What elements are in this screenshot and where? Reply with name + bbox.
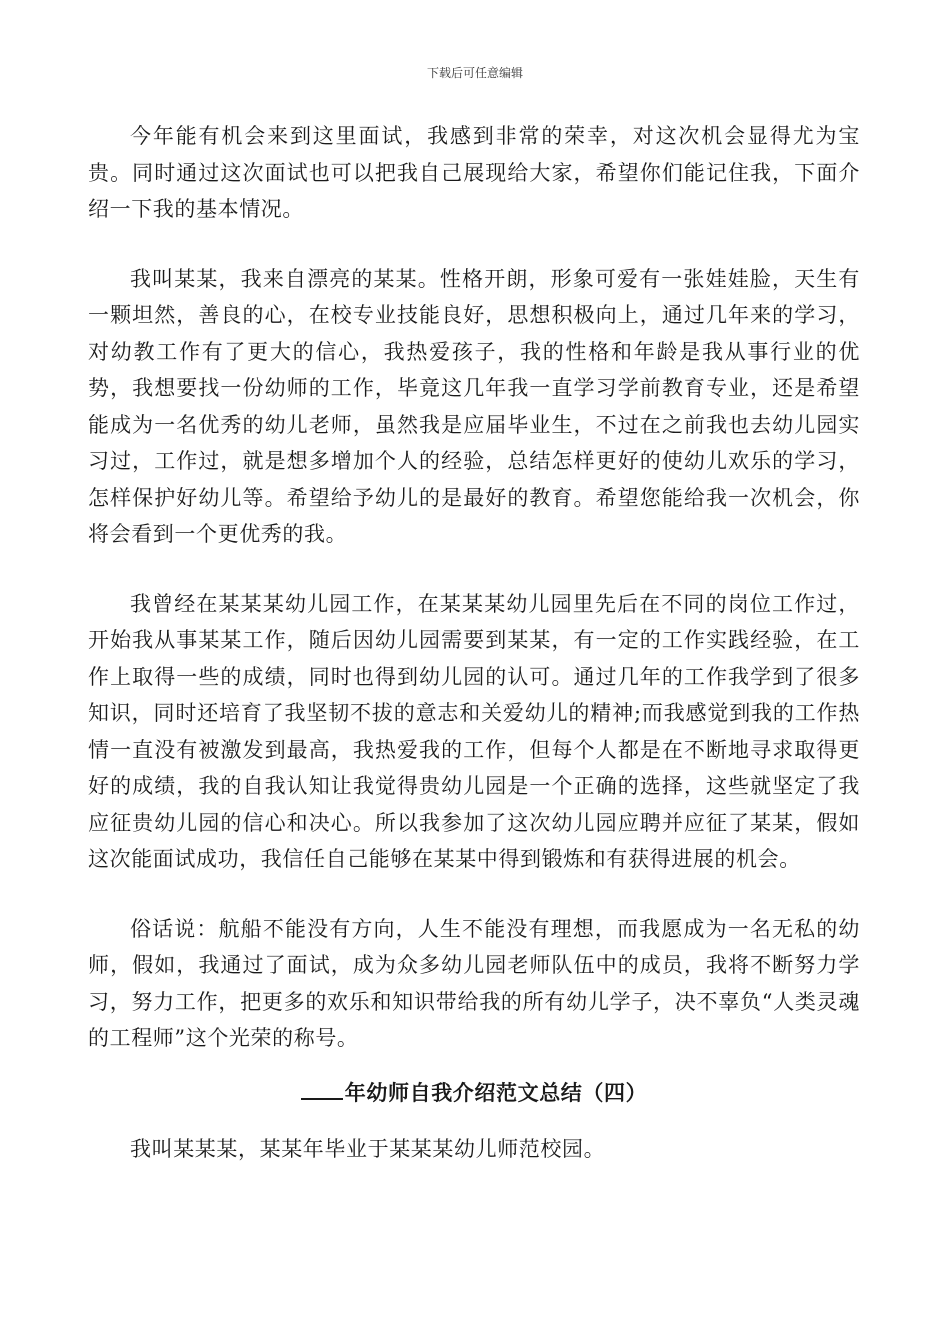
document-body [88, 118, 860, 1200]
paragraph-3: 我曾经在某某某幼儿园工作，在某某某幼儿园里先后在不同的岗位工作过，开始我从事某某工作，随后因幼儿园需要到某某，有一定的工作实践经验，在工作上取得一些的成绩，同时也得到幼儿园的认可。通过几年的工作我学到了很多知识，同时还培育了我坚韧不拔的意志和关爱幼儿的精神;而我感觉到我的工作热情一直没有被激发到最高，我热爱我的工作，但每个人都是在不断地寻求取得更好的成绩，我的自我认知让我觉得贵幼儿园是一个正确的选择，这些就坚定了我应征贵幼儿园的信心和决心。所以我参加了这次幼儿园应聘并应征了某某，假如这次能面试成功，我信任自己能够在某某中得到锻炼和有获得进展的机会。 [88, 591, 860, 871]
paragraph-4: 俗话说：航船不能没有方向，人生不能没有理想，而我愿成为一名无私的幼师，假如，我通过了面试，成为众多幼儿园老师队伍中的成员，我将不断努力学习，努力工作，把更多的欢乐和知识带给我的所有幼儿学子，决不辜负“人类灵魂的工程师”这个光荣的称号。 [88, 916, 860, 1050]
paragraph-1: 今年能有机会来到这里面试，我感到非常的荣幸，对这次机会显得尤为宝贵。同时通过这次面试也可以把我自己展现给大家，希望你们能记住我，下面介绍一下我的基本情况。 [88, 124, 860, 221]
section-heading [88, 1075, 860, 1111]
blank-underline [301, 1082, 343, 1100]
section-heading-text: 年幼师自我介绍范文总结（四） [344, 1079, 648, 1105]
paragraph-2: 我叫某某，我来自漂亮的某某。性格开朗，形象可爱有一张娃娃脸，天生有一颗坦然，善良的心，在校专业技能良好，思想积极向上，通过几年来的学习，对幼教工作有了更大的信心，我热爱孩子，我的性格和年龄是我从事行业的优势，我想要找一份幼师的工作，毕竟这几年我一直学习学前教育专业，还是希望能成为一名优秀的幼儿老师，虽然我是应届毕业生，不过在之前我也去幼儿园实习过，工作过，就是想多增加个人的经验，总结怎样更好的使幼儿欢乐的学习，怎样保护好幼儿等。希望给予幼儿的是最好的教育。希望您能给我一次机会，你将会看到一个更优秀的我。 [88, 266, 860, 546]
paragraph-5: 我叫某某某，某某年毕业于某某某幼儿师范校园。 [130, 1136, 606, 1161]
header-note: 下载后可任意编辑 [426, 66, 523, 80]
